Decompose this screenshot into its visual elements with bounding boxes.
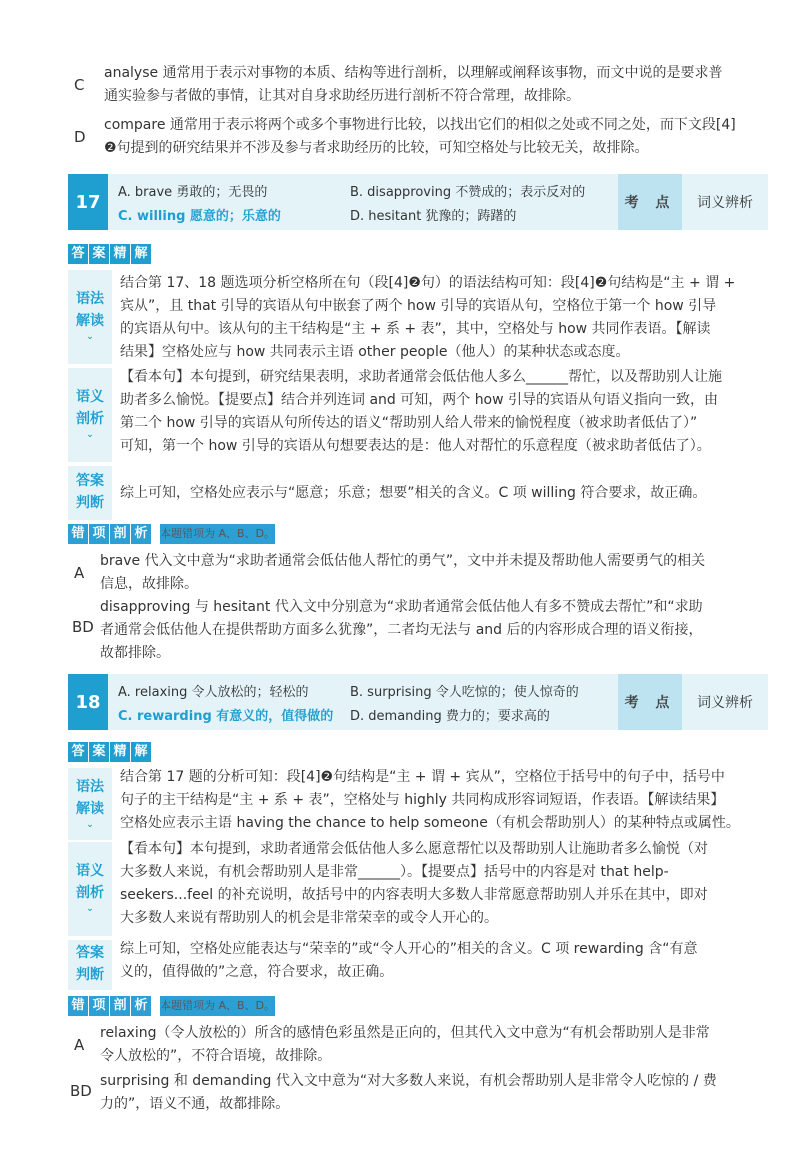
wrong-bd-text: disapproving 与 hesitant 代入文中分别意为“求助者通常会低估他人有多不赞成去帮忙”和“求助 者通常会低估他人在提供帮助方面多么犹豫”，二者均无法与 and 后的内容形成合理的语义衔接， 故都排除。 <box>100 599 703 661</box>
chevron-down-icon: ⌄ <box>86 430 94 440</box>
q17-option-a: A. brave 勇敢的；无畏的 <box>118 185 268 200</box>
wrong-letter-a: A <box>74 1036 85 1054</box>
wrong-bd-text: surprising 和 demanding 代入文中意为“对大多数人来说，有机会帮助别人是非常令人吃惊的 / 费 力的”，语义不通，故都排除。 <box>100 1073 717 1112</box>
grammar-label: 语法 解读 ⌄ <box>68 270 112 364</box>
chevron-down-icon: ⌄ <box>86 332 94 342</box>
kaodian-value: 词义辨析 <box>682 674 768 730</box>
kaodian-label: 考 点 <box>618 674 682 730</box>
chevron-down-icon: ⌄ <box>86 820 94 830</box>
wrong-a-text: brave 代入文中意为“求助者通常会低估他人帮忙的勇气”，文中并未提及帮助他人需要勇气的相关 信息，故排除。 <box>100 553 706 592</box>
kaodian-label: 考 点 <box>618 174 682 230</box>
wrong-letter-bd: BD <box>72 618 94 636</box>
kaodian-value: 词义辨析 <box>682 174 768 230</box>
kaodian-box <box>618 674 768 730</box>
wrong-options-note: 本题错项为 A、B、D。 <box>160 996 275 1016</box>
wrong-a-text: relaxing（令人放松的）所含的感情色彩虽然是正向的，但其代入文中意为“有机会帮助别人是非常 令人放松的”，不符合语境，故排除。 <box>100 1025 710 1064</box>
option-c-text: analyse 通常用于表示对事物的本质、结构等进行剖析，以理解或阐释该事物，而文中说的是要求普 通实验参与者做的事情，让其对自身求助经历进行剖析不符合常理，故排除。 <box>104 65 723 104</box>
judgement-text: 综上可知，空格处应能表达与“荣幸的”或“令人开心的”相关的含义。C 项 rewarding 含“有意 义的，值得做的”之意，符合要求，故正确。 <box>120 941 698 980</box>
grammar-text: 结合第 17、18 题选项分析空格所在句（段[4]❷句）的语法结构可知：段[4]❷句结构是“主 + 谓 + 宾从”，且 that 引导的宾语从句中嵌套了两个 how 引导的宾语从句，空格位于第一个 how 引导 的宾语从句中。该从句的主干结构是“主 + 系 + 表”，其中，空格处与 how 共同作表语。【解读 结果】空格处应与 how 共同表示主语 other people（他人）的某种状态或态度。 <box>120 275 736 360</box>
semantic-label: 语义 剖析 ⌄ <box>68 368 112 462</box>
semantic-text: 【看本句】本句提到，求助者通常会低估他人多么愿意帮忙以及帮助别人让施助者多么愉悦（对 大多数人来说，有机会帮助别人是非常______）。【提要点】括号中的内容是对 that help- seekers...feel 的补充说明，故括号中的内容表明大多数人非常愿意帮助别人并乐在其中，即对 大多数人来说有帮助别人的机会是非常荣幸的或令人开心的。 <box>120 841 708 926</box>
kaodian-box <box>618 174 768 230</box>
wrong-letter-a: A <box>74 564 85 582</box>
judgement-text: 综上可知，空格处应表示与“愿意；乐意；想要”相关的含义。C 项 willing 符合要求，故正确。 <box>120 485 707 501</box>
wrong-options-header: 错 项 剖 析 本题错项为 A、B、D。 <box>68 524 276 544</box>
wrong-letter-bd: BD <box>70 1082 92 1100</box>
q17-option-d: D. hesitant 犹豫的；踌躇的 <box>350 209 517 224</box>
grammar-label: 语法 解读 ⌄ <box>68 768 112 840</box>
question-number: 17 <box>68 174 108 230</box>
q18-option-b: B. surprising 令人吃惊的；使人惊奇的 <box>350 685 579 700</box>
q18-option-a: A. relaxing 令人放松的；轻松的 <box>118 685 309 700</box>
q17-option-c-correct: C. willing 愿意的；乐意的 <box>118 209 281 224</box>
question-17-box <box>68 174 768 230</box>
option-d-text: compare 通常用于表示将两个或多个事物进行比较，以找出它们的相似之处或不同之处，而下文段[4] ❷句提到的研究结果并不涉及参与者求助经历的比较，可知空格处与比较无关，故排除。 <box>104 117 736 156</box>
option-letter-c: C <box>74 76 85 94</box>
wrong-options-note: 本题错项为 A、B、D。 <box>160 524 275 544</box>
judgement-label: 答案 判断 <box>68 940 112 990</box>
answer-analysis-header: 答 案 精 解 <box>68 244 152 264</box>
option-letter-d: D <box>74 128 86 146</box>
semantic-label: 语义 剖析 ⌄ <box>68 842 112 936</box>
chevron-down-icon: ⌄ <box>86 904 94 914</box>
grammar-text: 结合第 17 题的分析可知：段[4]❷句结构是“主 + 谓 + 宾从”，空格位于括号中的句子中，括号中 句子的主干结构是“主 + 系 + 表”，空格处与 highly 共同构成形容词短语，作表语。【解读结果】 空格处应表示主语 having the chance to help someone（有机会帮助别人）的某种特点或属性。 <box>120 769 740 831</box>
q18-option-c-correct: C. rewarding 有意义的，值得做的 <box>118 709 334 724</box>
question-number: 18 <box>68 674 108 730</box>
semantic-text: 【看本句】本句提到，研究结果表明，求助者通常会低估他人多么______帮忙，以及帮助别人让施 助者多么愉悦。【提要点】结合并列连词 and 可知，两个 how 引导的宾语从句语义指向一致，由 第二个 how 引导的宾语从句所传达的语义“帮助别人给人带来的愉悦程度（被求助者低估了）” 可知，第一个 how 引导的宾语从句想要表达的是：他人对帮忙的乐意程度（被求助者低估了）。 <box>120 369 722 454</box>
wrong-options-header: 错 项 剖 析 本题错项为 A、B、D。 <box>68 996 276 1016</box>
q17-option-b: B. disapproving 不赞成的；表示反对的 <box>350 185 586 200</box>
answer-analysis-header: 答 案 精 解 <box>68 742 152 762</box>
question-18-box <box>68 674 768 730</box>
judgement-label: 答案 判断 <box>68 466 112 520</box>
q18-option-d: D. demanding 费力的；要求高的 <box>350 709 550 724</box>
